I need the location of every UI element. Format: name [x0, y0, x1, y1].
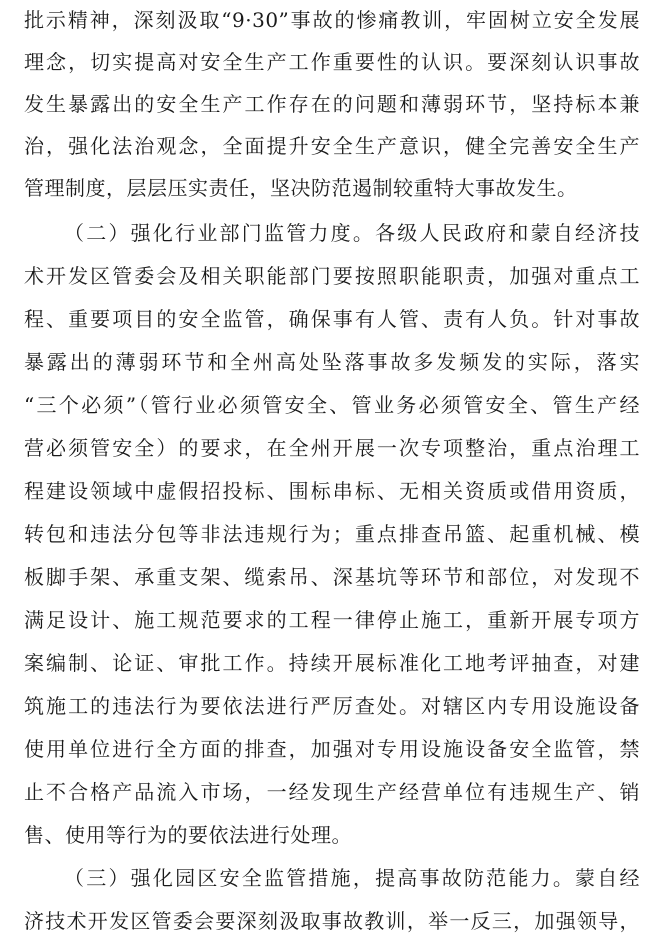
text-line-14: 板脚手架、承重支架、缆索吊、深基坑等环节和部位，对发现不: [24, 565, 640, 589]
text-line-19: 止不合格产品流入市场，一经发现生产经营单位有违规生产、销: [24, 780, 640, 804]
text-line-22: 济技术开发区管委会要深刻汲取事故教训，举一反三，加强领导，: [24, 909, 640, 933]
text-line-5: 管理制度，层层压实责任，坚决防范遏制较重特大事故发生。: [24, 176, 578, 200]
text-line-11: 营必须管安全）的要求，在全州开展一次专项整治，重点治理工: [24, 436, 640, 460]
text-line-10: “三个必须”（管行业必须管安全、管业务必须管安全、管生产经: [24, 393, 640, 417]
text-line-7: 术开发区管委会及相关职能部门要按照职能职责，加强对重点工: [24, 264, 640, 288]
text-line-16: 案编制、论证、审批工作。持续开展标准化工地考评抽查，对建: [24, 651, 640, 675]
text-line-17: 筑施工的违法行为要依法进行严厉查处。对辖区内专用设施设备: [24, 694, 640, 718]
text-line-2: 理念，切实提高对安全生产工作重要性的认识。要深刻认识事故: [24, 50, 640, 74]
paragraph-2-heading-line: （二）强化行业部门监管力度。各级人民政府和蒙自经济技: [64, 221, 640, 245]
text-line-12: 程建设领域中虚假招投标、围标串标、无相关资质或借用资质，: [24, 479, 640, 503]
text-line-3: 发生暴露出的安全生产工作存在的问题和薄弱环节，坚持标本兼: [24, 92, 640, 116]
text-line-4: 治，强化法治观念，全面提升安全生产意识，健全完善安全生产: [24, 134, 640, 158]
paragraph-3-heading-line: （三）强化园区安全监管措施，提高事故防范能力。蒙自经: [64, 866, 640, 890]
text-line-8: 程、重要项目的安全监管，确保事有人管、责有人负。针对事故: [24, 307, 640, 331]
text-line-18: 使用单位进行全方面的排查，加强对专用设施设备安全监管，禁: [24, 737, 640, 761]
text-line-15: 满足设计、施工规范要求的工程一律停止施工，重新开展专项方: [24, 608, 640, 632]
text-line-20: 售、使用等行为的要依法进行处理。: [24, 823, 352, 847]
text-line-9: 暴露出的薄弱环节和全州高处坠落事故多发频发的实际，落实: [24, 350, 640, 374]
text-line-1: 批示精神，深刻汲取“9·30”事故的惨痛教训，牢固树立安全发展: [24, 8, 640, 32]
text-line-13: 转包和违法分包等非法违规行为；重点排查吊篮、起重机械、模: [24, 522, 640, 546]
